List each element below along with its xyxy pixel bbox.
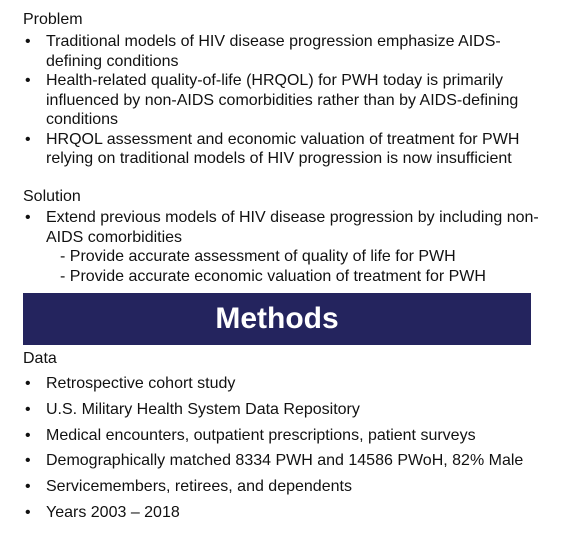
- data-heading: Data: [23, 350, 57, 367]
- list-item: • Medical encounters, outpatient prescriptions, patient surveys: [0, 423, 575, 449]
- list-item: • Demographically matched 8334 PWH and 14586 PWoH, 82% Male: [0, 448, 575, 474]
- methods-banner: Methods: [23, 293, 531, 345]
- solution-list: [0, 208, 575, 286]
- list-item: • Retrospective cohort study: [0, 371, 575, 397]
- problem-heading: Problem: [23, 11, 83, 28]
- sub-item: - Provide accurate assessment of quality of life for PWH: [60, 248, 456, 265]
- list-item: • Years 2003 – 2018: [0, 500, 575, 526]
- list-item: • Traditional models of HIV disease progression emphasize AIDS-defining conditions: [0, 32, 575, 71]
- list-item: • Servicemembers, retirees, and dependents: [0, 474, 575, 500]
- list-item-text: Extend previous models of HIV disease progression by including non-AIDS comorbidities: [46, 209, 539, 246]
- solution-heading: Solution: [23, 188, 81, 205]
- list-item: [0, 208, 575, 286]
- list-item: • HRQOL assessment and economic valuation of treatment for PWH relying on traditional models of HIV progression is now insufficient: [0, 130, 575, 169]
- sub-item: - Provide accurate economic valuation of treatment for PWH: [60, 267, 486, 285]
- problem-list: [0, 32, 575, 169]
- list-item: • Health-related quality-of-life (HRQOL) for PWH today is primarily influenced by non-AIDS comorbidities rather than by AIDS-defining conditions: [0, 71, 575, 130]
- data-list: [0, 371, 575, 526]
- list-item: • U.S. Military Health System Data Repository: [0, 397, 575, 423]
